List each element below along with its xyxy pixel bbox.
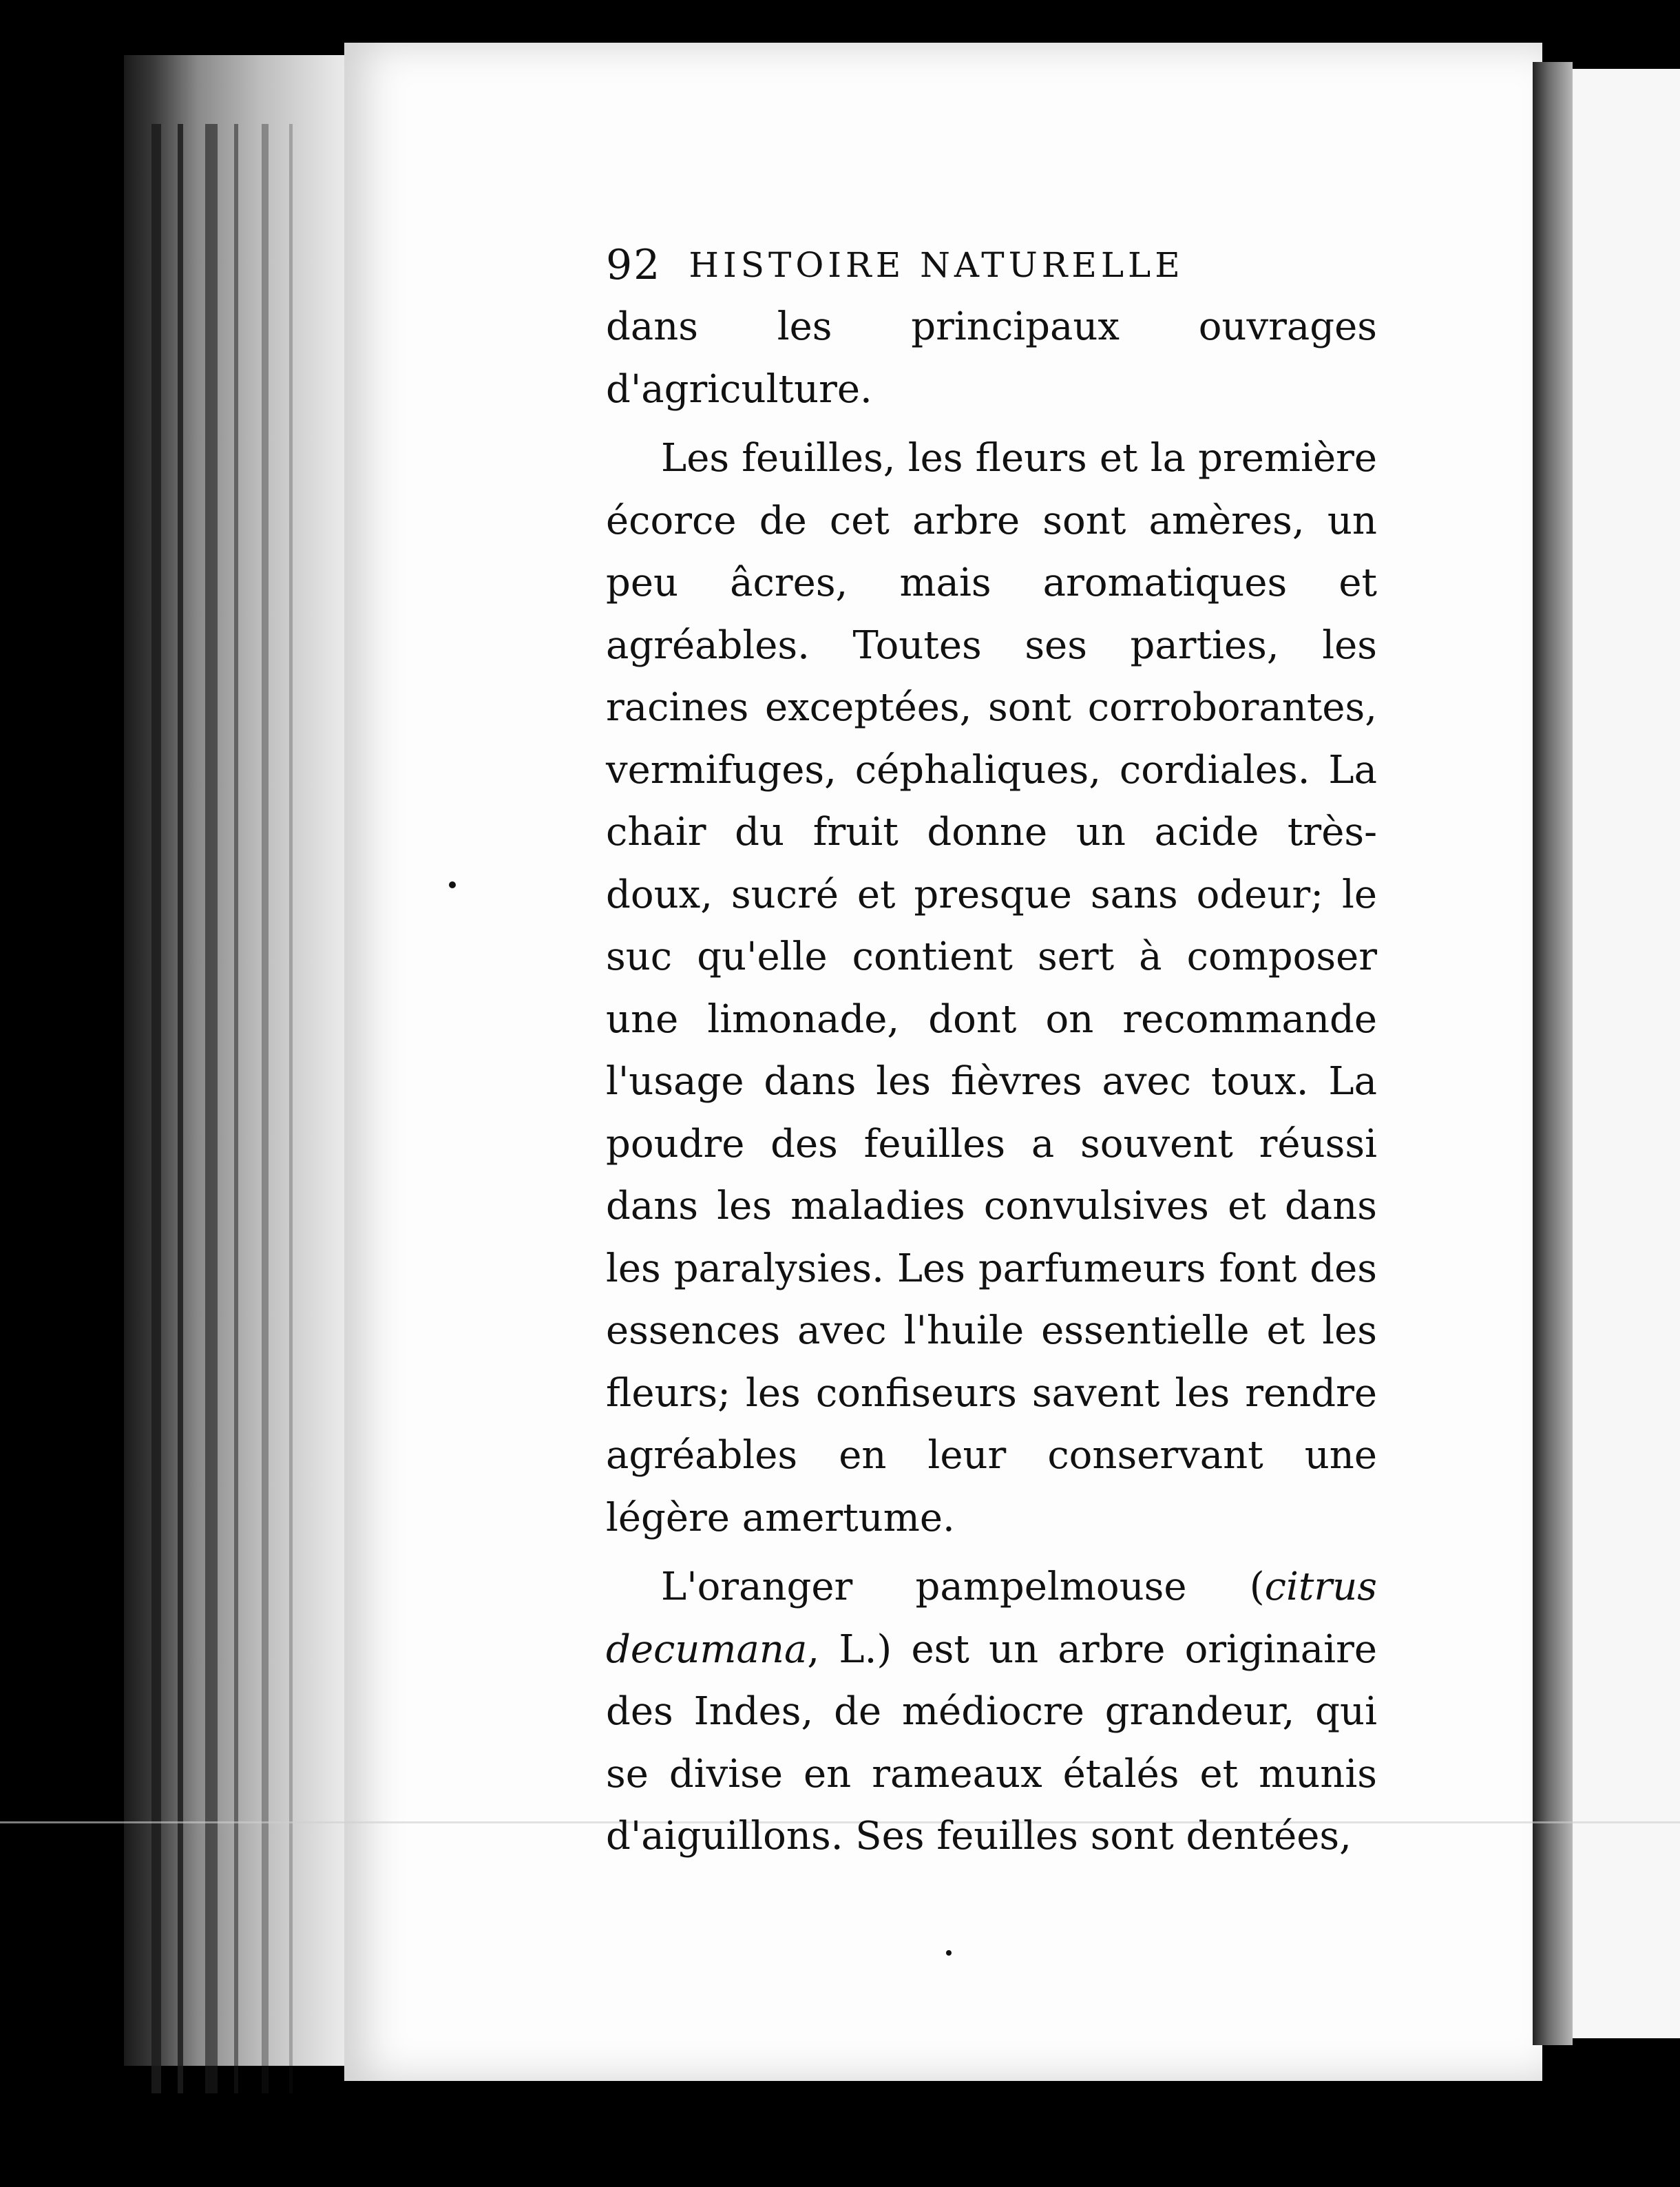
book-edge [124,55,372,2066]
edge-streak [205,124,218,2093]
right-page-edge [1533,62,1573,2045]
edge-streak [178,124,183,2093]
paragraph-3-start: L'oranger pampelmouse ( [661,1565,1265,1609]
edge-streak [262,124,269,2093]
body-text [606,296,1377,1868]
page-text [606,234,1377,1868]
running-head [606,234,1377,296]
paragraph-2: Les feuilles, les fleurs et la première écorce de cet arbre sont amères, un peu âcres, mais aromatiques et agréables. Toutes ses parties, les racines exceptées, sont corroborantes, vermifuges, céphaliques, cordiales. La chair du fruit donne un acide très-doux, sucré et presque sans odeur; le suc qu'elle contient sert à composer une limonade, dont on recommande l'usage dans les fièvres avec toux. La poudre des feuilles a souvent réussi dans les maladies convulsives et dans les paralysies. Les parfumeurs font des essences avec l'huile essentielle et les fleurs; les confiseurs savent les rendre agréables en leur conservant une légère amertume. [606,436,1377,1540]
edge-streak [151,124,161,2093]
paragraph-1: dans les principaux ouvrages d'agriculture. [606,304,1377,412]
running-title: HISTOIRE NATURELLE [689,244,1184,285]
paragraph-3-rest: , L.) est un arbre originaire des Indes, de médiocre grandeur, qui se divise en rameaux étalés et munis d'aiguillons. Ses feuilles sont dentées, [606,1626,1377,1859]
paragraph-3 [606,1556,1377,1868]
speck [449,881,456,888]
facing-page [1573,69,1680,2038]
speck [946,1950,952,1956]
latin-name: citrus decumana [606,1565,1377,1672]
page-number: 92 [606,240,662,289]
edge-streak [289,124,293,2093]
edge-streak [234,124,238,2093]
